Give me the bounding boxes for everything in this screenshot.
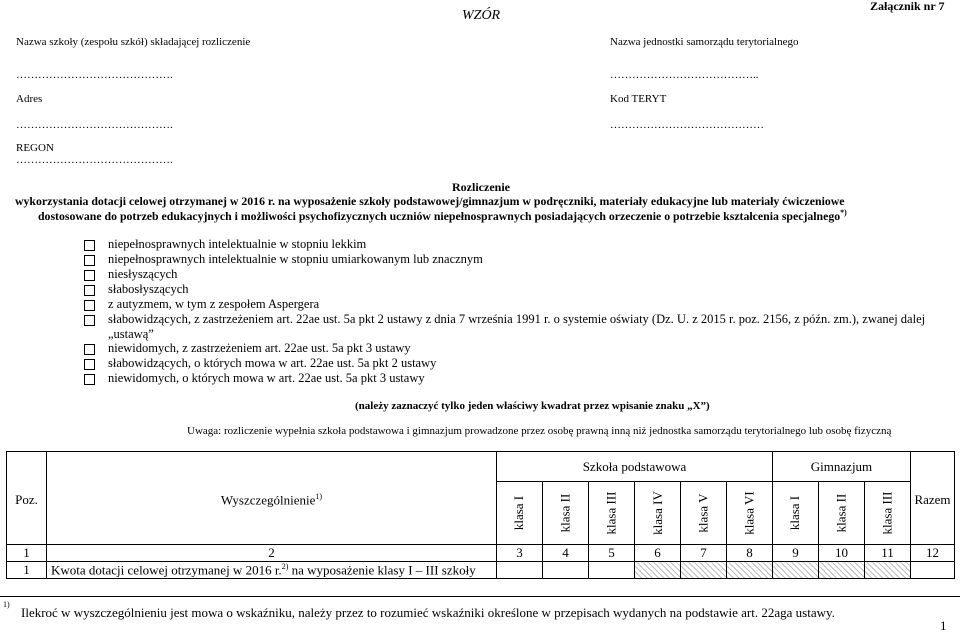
option-label-4: słabosłyszących [108,282,189,296]
header-sp-class-1: klasa I [497,482,543,545]
header-gim-class-1: klasa I [773,482,819,545]
header-primary-school: Szkoła podstawowa [497,452,773,482]
local-gov-field[interactable]: ………………………………….. [610,69,759,81]
school-name-label: Nazwa szkoły (zespołu szkół) składającej rozliczenie [16,36,251,48]
col-number: 10 [819,545,865,562]
col-number: 7 [681,545,727,562]
checkbox-option-4[interactable] [84,285,95,296]
table-numbering-row [7,545,955,562]
wzor-label: WZÓR [462,8,501,23]
table-header-empty [7,452,47,482]
checkbox-option-5[interactable] [84,300,95,311]
footnote-divider [0,596,960,597]
option-label-7: niewidomych, z zastrzeżeniem art. 22ae ust. 5a pkt 3 ustawy [108,341,411,355]
header-sp-class-6: klasa VI [727,482,773,545]
title-line-1: wykorzystania dotacji celowej otrzymanej w 2016 r. na wyposażenie szkoły podstawowej/gimnazjum w podręczniki, materiały edukacyjne lub materiały ćwiczeniowe [15,194,845,208]
option-label-8: słabowidzących, o których mowa w art. 22ae ust. 5a pkt 2 ustawy [108,356,437,370]
header-total: Razem [911,482,955,545]
checkbox-option-3[interactable] [84,270,95,281]
school-name-field[interactable]: ……………………………………. [16,69,173,81]
cell-sp-class-1[interactable] [497,562,543,579]
row-poz: 1 [7,562,47,579]
col-number: 11 [865,545,911,562]
teryt-label: Kod TERYT [610,93,667,105]
header-sp-class-5: klasa V [681,482,727,545]
regon-field[interactable]: ……………………………………. [16,154,173,166]
table-header-empty [911,452,955,482]
cell-disabled [681,562,727,579]
checkbox-option-8[interactable] [84,359,95,370]
col-number: 1 [7,545,47,562]
col-number: 4 [543,545,589,562]
checkbox-option-1[interactable] [84,240,95,251]
header-gymnasium: Gimnazjum [773,452,911,482]
table-header-empty [47,452,497,482]
cell-disabled [635,562,681,579]
cell-sp-class-2[interactable] [543,562,589,579]
checkbox-option-6[interactable] [84,315,95,326]
header-gim-class-3: klasa III [865,482,911,545]
option-label-6: słabowidzących, z zastrzeżeniem art. 22ae ust. 5a pkt 2 ustawy z dnia 7 września 1991 r. o systemie oświaty (Dz. U. z 2015 r. poz. 2156, z późn. zm.), zwanej dalej [108,312,926,326]
title-line-2: dostosowane do potrzeb edukacyjnych i możliwości psychofizycznych uczniów niepełnosprawnych posiadających orzeczenie o potrzebie kształcenia specjalnego*) [38,208,847,223]
checkbox-option-2[interactable] [84,255,95,266]
option-label-9: niewidomych, o których mowa w art. 22ae ust. 5a pkt 3 ustawy [108,371,425,385]
cell-disabled [727,562,773,579]
col-number: 12 [911,545,955,562]
option-label-3: niesłyszących [108,267,178,281]
attachment-label: Załącznik nr 7 [870,0,945,13]
cell-sp-class-3[interactable] [589,562,635,579]
note-text: Uwaga: rozliczenie wypełnia szkoła podstawowa i gimnazjum prowadzone przez osobę prawną inną niż jednostka samorządu terytorialnego lub osobę fizyczną [187,425,892,437]
cell-disabled [819,562,865,579]
header-sp-class-4: klasa IV [635,482,681,545]
local-gov-label: Nazwa jednostki samorządu terytorialnego [610,36,799,48]
teryt-field[interactable]: …………………………………… [610,119,764,131]
table-row [7,562,955,579]
footnote-text: Ilekroć w wyszczególnieniu jest mowa o wskaźniku, należy przez to rozumieć wskaźniki określone w przepisach wydanych na podstawie art. 22aga ustawy. [21,605,835,620]
header-gim-class-2: klasa II [819,482,865,545]
footnote-mark: 1) [3,600,10,609]
address-field[interactable]: ……………………………………. [16,119,173,131]
option-label-2: niepełnosprawnych intelektualnie w stopniu umiarkowanym lub znacznym [108,252,483,266]
title-heading: Rozliczenie [452,180,510,194]
settlement-table [6,451,955,579]
table-group-header-row [7,452,955,482]
header-sp-class-3: klasa III [589,482,635,545]
cell-disabled [865,562,911,579]
option-label-1: niepełnosprawnych intelektualnie w stopniu lekkim [108,237,367,251]
col-number: 6 [635,545,681,562]
cell-total[interactable] [911,562,955,579]
option-6-continuation: „ustawą” [108,327,154,341]
regon-label: REGON [16,142,54,154]
cell-disabled [773,562,819,579]
col-number: 2 [47,545,497,562]
col-number: 3 [497,545,543,562]
option-label-5: z autyzmem, w tym z zespołem Aspergera [108,297,320,311]
address-label: Adres [16,93,43,105]
header-poz: Poz. [7,482,47,545]
page-number: 1 [940,618,947,633]
table-header-row [7,482,955,545]
col-number: 5 [589,545,635,562]
col-number: 8 [727,545,773,562]
col-number: 9 [773,545,819,562]
header-description: Wyszczególnienie$^{1)}$ [47,482,497,545]
instruction-text: (należy zaznaczyć tylko jeden właściwy kwadrat przez wpisanie znaku „X”) [355,400,710,412]
checkbox-option-9[interactable] [84,374,95,385]
checkbox-option-7[interactable] [84,344,95,355]
header-sp-class-2: klasa II [543,482,589,545]
row-description: Kwota dotacji celowej otrzymanej w 2016 r.$^{2)}$ na wyposażenie klasy I – III szkoły [47,562,497,579]
